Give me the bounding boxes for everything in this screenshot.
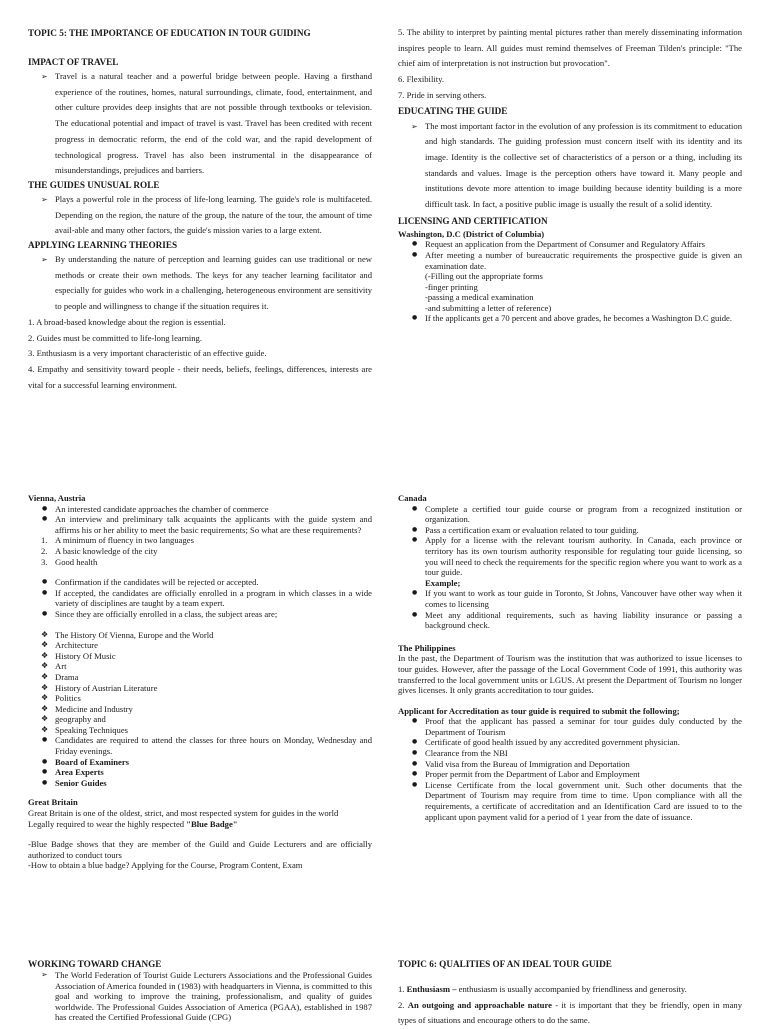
canada-item: ● Meet any additional requirements, such as having liability insurance or passing a background check. [398, 610, 742, 631]
gb-line-3: -Blue Badge shows that they are member of the Guild and Guide Lecturers and are officially authorized to conduct tours [28, 839, 372, 860]
vienna-list-2 [28, 577, 372, 619]
impact-paragraph: ➢ Travel is a natural teacher and a powerful bridge between people. Having a firsthand experience of the routines, homes, natural surroundings, climate, food, entertainment, and other culture provides deep insights that are not possible through textbooks or television. The educational potential and impact of travel is vast. Travel has been credited with recent progress in democratic reform, the end of the cold war, and the rapid development of technological progress. Travel has also been instrumental in the disappearance of misunderstandings, prejudices and barriers. [28, 69, 372, 179]
dc-item: ● If the applicants get a 70 percent and above grades, he becomes a Washington D.C guide. [398, 313, 742, 324]
vienna-item: ● An interview and preliminary talk acquaints the applicants with the guide system and affirms his or her ability to meet the basic requirements; So what are these requirements? [28, 514, 372, 535]
subject-item: ❖ Medicine and Industry [28, 704, 372, 715]
vienna-item: ● If accepted, the candidates are officially enrolled in a program in which classes in a wide variety of disciplines are taught by a team expert. [28, 588, 372, 609]
dc-item: ● After meeting a number of bureaucratic requirements the prospective guide is given an examination date. [398, 250, 742, 271]
subject-item: ❖ Politics [28, 693, 372, 704]
point-3: 3. Enthusiasm is a very important characteristic of an effective guide. [28, 348, 267, 359]
canada-heading: Canada [398, 493, 427, 503]
change-paragraph: ➢ The World Federation of Tourist Guide Lecturers Associations and the Professional Guides Association of America founded in (1983) with headquarters in Vienna, is committed to this goal and working to improve the training, professionalism, and quality of guides worldwide. The Professional Guides Association of America (PGAA), established in 1987 has created the Certified Professional Guide (CPG) [28, 970, 372, 1023]
vienna-bold-item: ● Area Experts [28, 767, 372, 778]
section2-right-column [398, 493, 742, 822]
point-1: 1. A broad-based knowledge about the region is essential. [28, 316, 226, 327]
quality-2: 2. An outgoing and approachable nature - it is important that they be friendly, open in many types of situations and encourage others to do the same. [398, 999, 743, 1026]
dc-sub-4: -and submitting a letter of reference) [425, 302, 552, 313]
point-4: 4. Empathy and sensitivity toward people - their needs, beliefs, feelings, differences, interests are vital for a successful learning environment. [28, 363, 372, 390]
canada-item: ● Complete a certified tour guide course or program from a recognized institution or organization. [398, 504, 742, 525]
gb-line-4: -How to obtain a blue badge? Applying for the Course, Program Content, Exam [28, 860, 303, 871]
change-heading: WORKING TOWARD CHANGE [28, 959, 162, 969]
subject-item: ❖ Speaking Techniques [28, 725, 372, 736]
point-6: 6. Flexibility. [398, 74, 444, 85]
applicant-item: ● Clearance from the NBI [398, 748, 742, 759]
subject-item: ❖ History Of Music [28, 651, 372, 662]
vienna-heading: Vienna, Austria [28, 493, 86, 503]
vienna-list [28, 504, 372, 536]
section3-right-column [398, 958, 742, 1029]
applicant-list [398, 716, 742, 822]
ph-heading: The Philippines [398, 642, 456, 653]
point-2: 2. Guides must be committed to life-long learning. [28, 332, 202, 343]
subject-item: ❖ History of Austrian Literature [28, 683, 372, 694]
dc-sub-3: -passing a medical examination [425, 292, 534, 303]
dc-list [398, 239, 742, 271]
licensing-heading: LICENSING AND CERTIFICATION [398, 215, 548, 226]
applicant-item: ● Proof that the applicant has passed a seminar for tour guides duly conducted by the Department of Tourism [398, 716, 742, 737]
ph-paragraph: In the past, the Department of Tourism was the institution that was authorized to issue licenses to tour guides. However, after the passage of the Local Government Code of 1991, this authority was transferred to the local government units or LGUS. At present the Department of Tourism no longer gives licenses. It only grants accreditation to tour guides. [398, 653, 742, 696]
section3-left-column [28, 958, 372, 1023]
gb-heading: Great Britain [28, 797, 78, 808]
point-7: 7. Pride in serving others. [398, 89, 487, 100]
point-5: 5. The ability to interpret by painting mental pictures rather than merely disseminating information inspires people to learn. All guides must remind themselves of Freeman Tilden's principle: "The chief aim of interpretation is not instruction but provocation". [398, 27, 742, 69]
canada-list-2 [398, 588, 742, 630]
subject-item: ❖ Art [28, 661, 372, 672]
requirement-item: 2. A basic knowledge of the city [41, 545, 158, 556]
applicant-item: ● License Certificate from the local government unit. Such other documents that the Department of Tourism may require from time to time. Upon compliance with all the requirements, a certificate of accreditation and an Identification Card are issued to to the applicant upon payment valid for a period of 1 year from the date of issuance. [398, 780, 742, 822]
applicant-item: ● Certificate of good health issued by any accredited government physician. [398, 737, 742, 748]
requirements-list [28, 535, 372, 567]
dc-list-2 [398, 313, 742, 324]
canada-item: ● Pass a certification exam or evaluation related to tour guiding. [398, 525, 742, 536]
gb-line-1: Great Britain is one of the oldest, strict, and most respected system for guides in the world [28, 808, 339, 819]
applicant-heading: Applicant for Accreditation as tour guide is required to submit the following; [398, 705, 680, 716]
subject-item: ❖ Drama [28, 672, 372, 683]
vienna-bold-item: ● Senior Guides [28, 778, 372, 789]
dc-heading: Washington, D.C (District of Columbia) [398, 228, 545, 239]
applicant-item: ● Valid visa from the Bureau of Immigration and Deportation [398, 759, 742, 770]
quality-1: 1. Enthusiasm – enthusiasm is usually accompanied by friendliness and generosity. [398, 984, 687, 994]
vienna-item: ● Confirmation if the candidates will be rejected or accepted. [28, 577, 372, 588]
dc-item: ● Request an application from the Department of Consumer and Regulatory Affairs [398, 239, 742, 250]
impact-heading: IMPACT OF TRAVEL [28, 57, 119, 67]
example-label: Example; [425, 577, 461, 588]
subjects-list [28, 630, 372, 736]
subject-item: ❖ The History Of Vienna, Europe and the World [28, 630, 372, 641]
canada-item: ● Apply for a license with the relevant tourism authority. In Canada, each province or territory has its own tourism authority responsible for regulating tour guide licensing, so you will need to check the requirements for the specific region where you want to work as a tour guide. [398, 535, 742, 577]
canada-list [398, 504, 742, 578]
educating-paragraph: ➢ The most important factor in the evolution of any profession is its commitment to education and high standards. The guiding profession must concern itself with its identity and its image. Identity is the collective set of characteristics of a person or a thing, including its standards and values. Image is the perception others have toward it. Many people and institutions devote more attention to image building because identity building is a more difficult task. In fact, a positive public image is usually the result of a solid identity. [398, 119, 742, 213]
subject-item: ❖ Architecture [28, 640, 372, 651]
vienna-item: ● Since they are officially enrolled in a class, the subject areas are; [28, 609, 372, 620]
gb-line-2: Legally required to wear the highly respected "Blue Badge" [28, 818, 238, 829]
section1-right-column [398, 25, 742, 324]
topic6-title: TOPIC 6: QUALITIES OF AN IDEAL TOUR GUIDE [398, 959, 612, 969]
vienna-item: ● Candidates are required to attend the classes for three hours on Monday, Wednesday and Friday evenings. [28, 735, 372, 756]
canada-item: ● If you want to work as tour guide in Toronto, St Johns, Vancouver have other way when it comes to licensing [398, 588, 742, 609]
vienna-list-3 [28, 735, 372, 788]
theories-paragraph: ➢ By understanding the nature of perception and learning guides can use traditional or new methods or create their own methods. The keys for any teacher learning facilitator and especially for guides who work in a challenging, heterogeneous environment are sensitivity to people and willingness to change if the situation requires it. [28, 252, 372, 315]
subject-item: ❖ geography and [28, 714, 372, 725]
requirement-item: 3. Good health [41, 556, 98, 567]
theories-heading: APPLYING LEARNING THEORIES [28, 240, 178, 251]
role-heading: THE GUIDES UNUSUAL ROLE [28, 179, 160, 190]
section2-left-column [28, 493, 372, 871]
vienna-item: ● An interested candidate approaches the chamber of commerce [28, 504, 372, 515]
requirement-item: 1. A minimum of fluency in two languages [41, 535, 194, 546]
educating-heading: EDUCATING THE GUIDE [398, 105, 508, 116]
topic5-title: TOPIC 5: THE IMPORTANCE OF EDUCATION IN TOUR GUIDING [28, 28, 311, 38]
dc-sub-2: -finger printing [425, 281, 478, 292]
role-paragraph: ➢ Plays a powerful role in the process of life-long learning. The guide's role is multifaceted. Depending on the region, the nature of the group, the nature of the tour, the amount of time avail-able and many other factors, the guide's mission varies to a large extent. [28, 192, 372, 239]
applicant-item: ● Proper permit from the Department of Labor and Employment [398, 769, 742, 780]
vienna-bold-item: ● Board of Examiners [28, 757, 372, 768]
dc-sub-1: (-Filling out the appropriate forms [425, 271, 543, 282]
section1-left-column [28, 26, 372, 393]
